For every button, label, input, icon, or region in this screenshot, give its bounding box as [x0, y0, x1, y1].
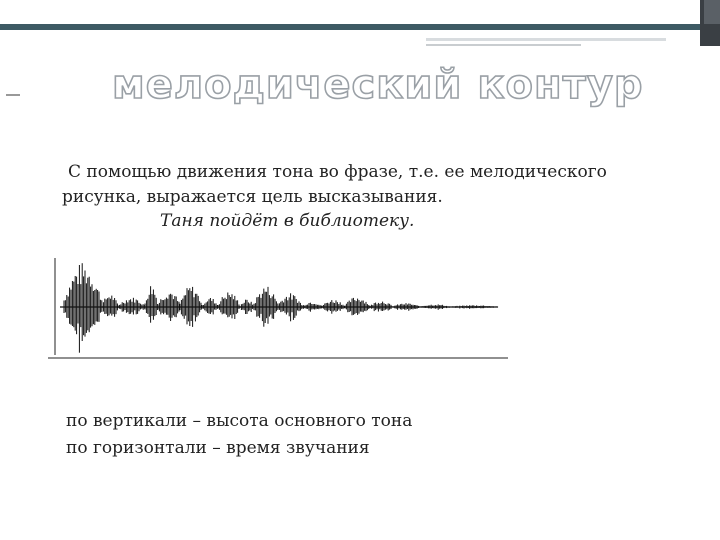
top-stripe [0, 24, 700, 30]
note-vertical: по вертикали – высота основного тона [66, 411, 413, 431]
top-corner-accent [704, 0, 720, 24]
top-thin-line-1 [426, 38, 666, 41]
waveform-figure [40, 250, 520, 370]
top-thin-line-2 [426, 44, 581, 46]
slide-paragraph [62, 160, 682, 210]
waveform-bars [64, 263, 498, 353]
slide-title: мелодический контур [112, 62, 644, 108]
axis-notes [66, 408, 566, 462]
example-sentence: Таня пойдёт в библиотеку. [160, 211, 415, 231]
paragraph-text: С помощью движения тона во фразе, т.е. ее мелодического рисунка, выражается цель высказывания. [62, 162, 607, 207]
note-horizontal: по горизонтали – время звучания [66, 438, 370, 458]
side-dash [6, 94, 20, 96]
